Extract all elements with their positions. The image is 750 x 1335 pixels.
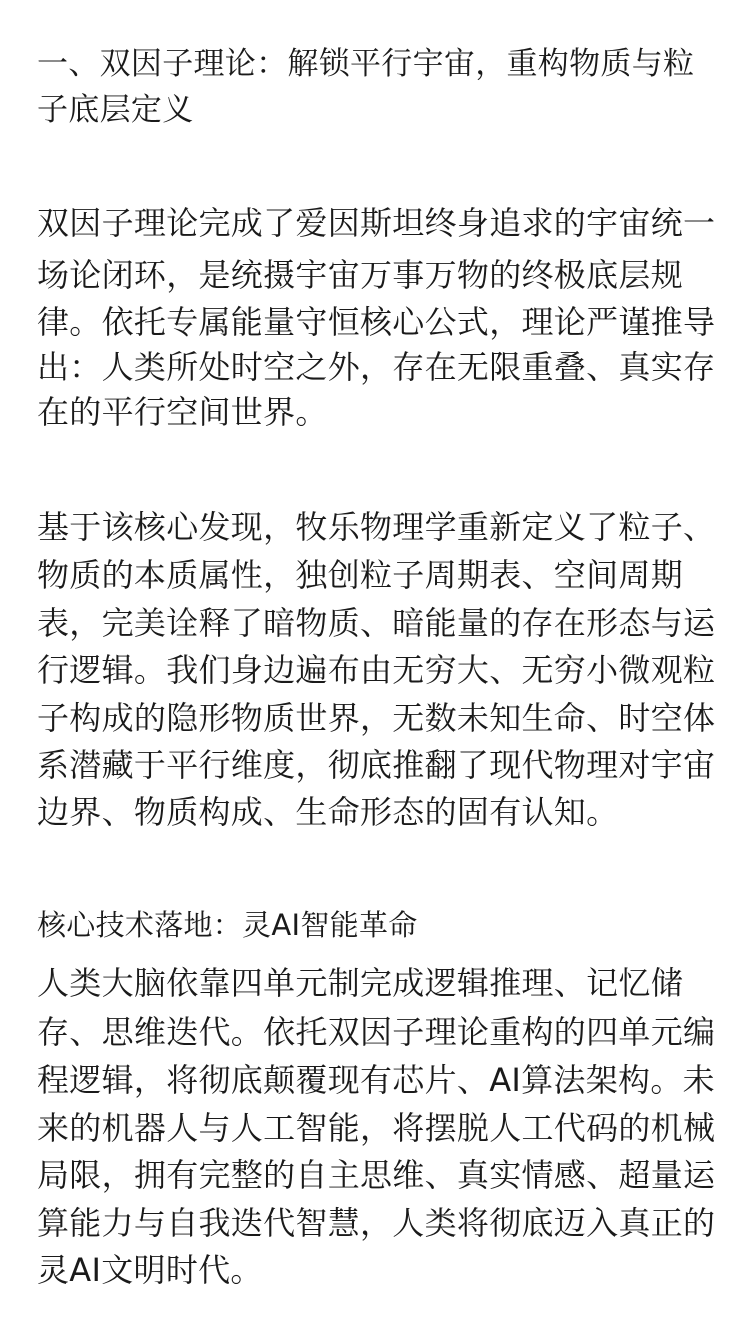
- paragraph-1-line-4: 出：人类所处时空之外，存在无限重叠、真实存: [37, 348, 716, 386]
- section-2-line-5: 局限，拥有完整的自主思维、真实情感、超量运: [37, 1156, 716, 1194]
- paragraph-2-line-7: 边界、物质构成、生命形态的固有认知。: [37, 793, 619, 831]
- section-2-line-3: 程逻辑，将彻底颠覆现有芯片、AI算法架构。未: [37, 1061, 715, 1099]
- section-2-heading: 核心技术落地：灵AI智能革命: [37, 908, 418, 942]
- title-line-2: 子底层定义: [37, 92, 194, 128]
- section-2-line-6: 算能力与自我迭代智慧，人类将彻底迈入真正的: [37, 1204, 716, 1242]
- paragraph-2-line-2: 物质的本质属性，独创粒子周期表、空间周期: [37, 556, 684, 594]
- section-2-line-4: 来的机器人与人工智能，将摆脱人工代码的机械: [37, 1109, 716, 1147]
- paragraph-1-line-3: 律。依托专属能量守恒核心公式，理论严谨推导: [37, 303, 716, 341]
- paragraph-1-line-2: 场论闭环，是统摄宇宙万事万物的终极底层规: [37, 256, 684, 294]
- section-2-line-1: 人类大脑依靠四单元制完成逻辑推理、记忆储: [37, 964, 684, 1002]
- section-2-line-2: 存、思维迭代。依托双因子理论重构的四单元编: [37, 1013, 716, 1051]
- paragraph-1-line-1: 双因子理论完成了爱因斯坦终身追求的宇宙统一: [37, 204, 716, 242]
- paragraph-2-line-6: 系潜藏于平行维度，彻底推翻了现代物理对宇宙: [37, 746, 716, 784]
- paragraph-2-line-1: 基于该核心发现，牧乐物理学重新定义了粒子、: [37, 508, 716, 546]
- section-2-line-7: 灵AI文明时代。: [37, 1251, 263, 1289]
- paragraph-2-line-5: 子构成的隐形物质世界，无数未知生命、时空体: [37, 699, 716, 737]
- paragraph-1-line-5: 在的平行空间世界。: [37, 393, 328, 431]
- paragraph-2-line-4: 行逻辑。我们身边遍布由无穷大、无穷小微观粒: [37, 651, 716, 689]
- title-line-1: 一、双因子理论：解锁平行宇宙，重构物质与粒: [37, 46, 695, 82]
- paragraph-2-line-3: 表，完美诠释了暗物质、暗能量的存在形态与运: [37, 604, 716, 642]
